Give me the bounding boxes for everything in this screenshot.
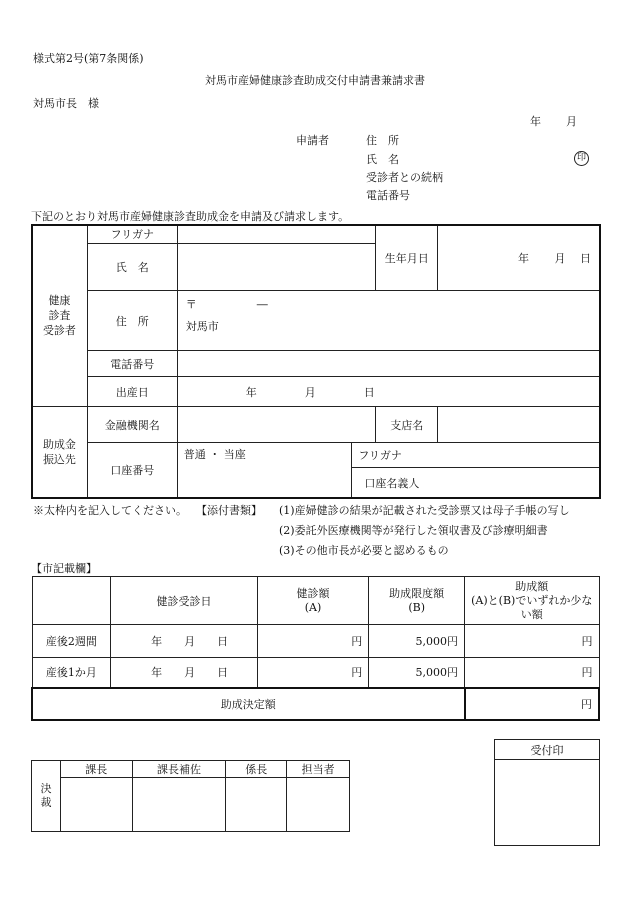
exam-date-field[interactable]: 年 月 日	[111, 658, 258, 688]
address-label: 住 所	[87, 291, 177, 351]
decision-field[interactable]: 円	[465, 688, 600, 720]
table-row	[32, 625, 599, 658]
birth-month-unit: 月	[554, 251, 566, 265]
applicant-phone-label: 電話番号	[366, 189, 410, 202]
approval-col-2: 課長補佐	[132, 761, 226, 778]
limit-value: 5,000円	[369, 658, 465, 688]
birthdate-label: 生年月日	[376, 225, 438, 291]
fee-header: 健診額 (A)	[257, 577, 369, 625]
section-examinee: 健康 診査 受診者	[32, 225, 88, 407]
account-number-label: 口座番号	[87, 443, 177, 498]
approval-stamp-4[interactable]	[287, 778, 350, 832]
date-month-label: 月	[566, 115, 577, 128]
main-thick-border	[31, 224, 601, 499]
applicant-address-label: 住 所	[366, 134, 399, 147]
delivery-date-label: 出産日	[87, 377, 177, 407]
reception-stamp-area[interactable]	[495, 760, 600, 846]
city-table	[31, 576, 600, 721]
addressee: 対馬市長 様	[33, 97, 99, 110]
fee-field[interactable]: 円	[257, 658, 369, 688]
reception-stamp-label: 受付印	[495, 740, 600, 760]
form-title: 対馬市産婦健康診査助成交付申請書兼請求書	[205, 74, 425, 87]
subsidy-field[interactable]: 円	[465, 658, 600, 688]
attachment-item-2: (2)委託外医療機関等が発行した領収書及び診療明細書	[279, 524, 548, 537]
form-number: 様式第2号(第7条関係)	[33, 52, 144, 65]
bank-label: 金融機関名	[87, 407, 177, 443]
applicant-name-label: 氏 名	[366, 153, 399, 166]
approval-label: 決 裁	[32, 761, 61, 832]
postal-mark: 〒	[185, 298, 197, 311]
approval-stamp-1[interactable]	[60, 778, 132, 832]
limit-header: 助成限度額 (B)	[369, 577, 465, 625]
approval-table	[31, 760, 350, 832]
postal-dash: ―	[256, 298, 268, 311]
approval-col-4: 担当者	[287, 761, 350, 778]
birth-year-unit: 年	[518, 251, 529, 265]
attachment-item-1: (1)産婦健診の結果が記載された受診票又は母子手帳の写し	[279, 504, 570, 517]
city-section-label: 【市記載欄】	[31, 562, 97, 575]
period-label: 産後1か月	[32, 658, 111, 688]
intro-text: 下記のとおり対馬市産婦健康診査助成金を申請及び請求します。	[31, 210, 350, 223]
attachment-item-3: (3)その他市長が必要と認めるもの	[279, 544, 449, 557]
city-name: 対馬市	[185, 320, 219, 333]
fee-field[interactable]: 円	[257, 625, 369, 658]
approval-stamp-3[interactable]	[226, 778, 287, 832]
branch-label: 支店名	[376, 407, 438, 443]
account-type-options[interactable]: 普通 ・ 当座	[183, 448, 246, 461]
furigana-label: フリガナ	[87, 225, 177, 244]
reception-stamp-box	[494, 739, 600, 846]
holder-label: 口座名義人	[364, 476, 420, 490]
date-year-label: 年	[530, 115, 541, 128]
decision-label: 助成決定額	[32, 688, 465, 720]
approval-col-3: 係長	[226, 761, 287, 778]
attachments-label: 【添付書類】	[196, 504, 262, 517]
seal-mark: 印	[574, 150, 589, 166]
period-label: 産後2週間	[32, 625, 111, 658]
name-label: 氏 名	[87, 244, 177, 291]
subsidy-header: 助成額 (A)と(B)でいずれか少ない額	[465, 577, 600, 625]
limit-value: 5,000円	[369, 625, 465, 658]
applicant-label: 申請者	[296, 134, 329, 147]
holder-furigana-label: フリガナ	[358, 449, 402, 462]
delivery-year-unit: 年	[245, 385, 257, 399]
table-row	[32, 658, 599, 688]
exam-date-field[interactable]: 年 月 日	[111, 625, 258, 658]
delivery-month-unit: 月	[304, 385, 316, 399]
approval-col-1: 課長	[60, 761, 132, 778]
applicant-relation-label: 受診者との続柄	[366, 171, 443, 184]
subsidy-field[interactable]: 円	[465, 625, 600, 658]
city-header-blank	[32, 577, 111, 625]
birth-day-unit: 日	[580, 251, 591, 265]
phone-label: 電話番号	[87, 351, 177, 377]
approval-stamp-2[interactable]	[132, 778, 226, 832]
fill-note: ※太枠内を記入してください。	[33, 504, 187, 517]
section-transfer: 助成金 振込先	[32, 407, 88, 498]
exam-date-header: 健診受診日	[111, 577, 258, 625]
delivery-day-unit: 日	[363, 385, 375, 399]
